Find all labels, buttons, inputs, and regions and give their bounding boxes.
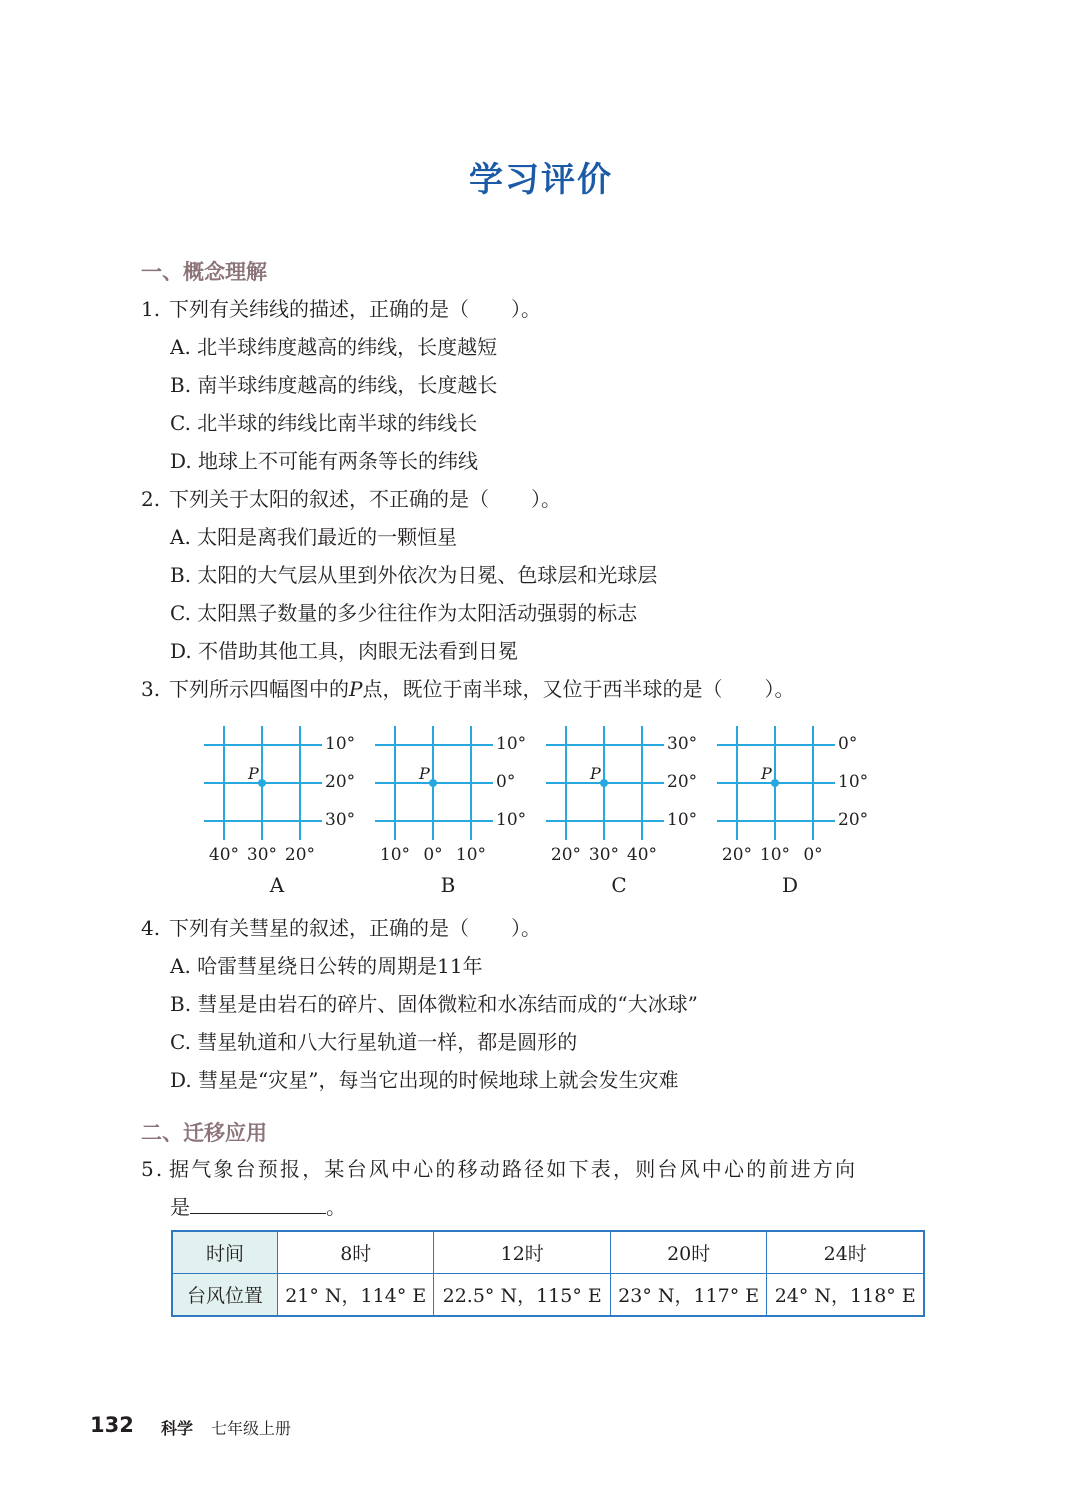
- page-number: 132: [90, 1413, 134, 1437]
- typhoon-table: [171, 1230, 925, 1317]
- point-p-marker: [600, 779, 608, 787]
- table-row: [172, 1231, 924, 1274]
- longitude-label: 20°: [721, 845, 753, 865]
- point-p-marker: [258, 779, 266, 787]
- option-c: C. 彗星轨道和八大行星轨道一样，都是圆形的: [170, 1030, 578, 1054]
- longitude-label: 10°: [455, 845, 487, 865]
- longitude-label: 30°: [246, 845, 278, 865]
- question-5: [141, 1156, 857, 1182]
- longitude-label: 20°: [550, 845, 582, 865]
- question-1: [141, 296, 541, 322]
- diagram-letter: C: [611, 873, 627, 897]
- table-cell: 21° N，114° E: [278, 1274, 434, 1317]
- grid-diagram-c: [546, 722, 716, 902]
- latitude-label: 0°: [838, 734, 858, 754]
- latitude-label: 30°: [325, 810, 356, 830]
- point-p-marker: [429, 779, 437, 787]
- latitude-label: 10°: [325, 734, 356, 754]
- question-number: 4.: [141, 916, 161, 940]
- latitude-label: 10°: [667, 810, 698, 830]
- table-cell: 12时: [434, 1231, 610, 1274]
- grid-diagram-d: [717, 722, 887, 902]
- table-cell: 8时: [278, 1231, 434, 1274]
- grid-lines: [375, 722, 493, 842]
- answer-blank[interactable]: [190, 1195, 326, 1214]
- diagram-letter: B: [440, 873, 456, 897]
- grid-lines: [546, 722, 664, 842]
- diagram-letter: A: [269, 873, 285, 897]
- footer-subject: 科学: [161, 1419, 194, 1438]
- grid-diagram-a: [204, 722, 374, 902]
- section-heading-application: 二、迁移应用: [141, 1121, 267, 1145]
- option-c: C. 北半球的纬线比南半球的纬线长: [170, 411, 478, 435]
- question-stem-cont: 是: [170, 1195, 190, 1219]
- point-p-marker: [771, 779, 779, 787]
- question-4: [141, 915, 541, 941]
- table-cell: 20时: [610, 1231, 766, 1274]
- table-header-cell: 时间: [172, 1231, 278, 1274]
- question-tail: ）。: [511, 297, 541, 321]
- option-a: A. 北半球纬度越高的纬线，长度越短: [170, 335, 498, 359]
- option-b: B. 南半球纬度越高的纬线，长度越长: [170, 373, 498, 397]
- question-tail: ）。: [511, 916, 541, 940]
- question-stem: 下列关于太阳的叙述，不正确的是（: [169, 487, 489, 511]
- diagram-letter: D: [781, 873, 799, 897]
- longitude-label: 10°: [379, 845, 411, 865]
- question-2: [141, 486, 561, 512]
- question-number: 3.: [141, 677, 161, 701]
- latitude-label: 20°: [667, 772, 698, 792]
- question-3: [141, 676, 794, 702]
- latitude-label: 20°: [325, 772, 356, 792]
- point-label: P: [248, 764, 259, 783]
- point-label: P: [590, 764, 601, 783]
- longitude-label: 10°: [759, 845, 791, 865]
- grid-diagram-b: [375, 722, 545, 902]
- latitude-label: 10°: [496, 810, 527, 830]
- latitude-label: 10°: [496, 734, 527, 754]
- question-stem: 下列有关纬线的描述，正确的是（: [169, 297, 469, 321]
- question-tail: ）。: [764, 677, 795, 701]
- grid-lines: [204, 722, 322, 842]
- longitude-label: 20°: [284, 845, 316, 865]
- latitude-label: 0°: [496, 772, 516, 792]
- point-label: P: [761, 764, 772, 783]
- option-d: D. 地球上不可能有两条等长的纬线: [170, 449, 479, 473]
- question-number: 5.: [141, 1157, 165, 1181]
- footer-grade: 七年级上册: [211, 1419, 292, 1438]
- option-b: B. 彗星是由岩石的碎片、固体微粒和水冻结而成的“大冰球”: [170, 992, 698, 1016]
- table-row: [172, 1274, 924, 1317]
- table-cell: 24时: [767, 1231, 924, 1274]
- question-5-line2: [170, 1194, 346, 1220]
- point-symbol: P: [349, 677, 363, 701]
- section-heading-concepts: 一、概念理解: [141, 260, 267, 284]
- option-a: A. 太阳是离我们最近的一颗恒星: [170, 525, 458, 549]
- option-b: B. 太阳的大气层从里到外依次为日冕、色球层和光球层: [170, 563, 658, 587]
- table-cell: 24° N，118° E: [767, 1274, 924, 1317]
- option-d: D. 彗星是“灾星”，每当它出现的时候地球上就会发生灾难: [170, 1068, 679, 1092]
- grid-lines: [717, 722, 835, 842]
- latitude-label: 30°: [667, 734, 698, 754]
- longitude-label: 0°: [423, 845, 443, 865]
- point-label: P: [419, 764, 430, 783]
- latitude-label: 10°: [838, 772, 869, 792]
- longitude-label: 0°: [803, 845, 823, 865]
- option-d: D. 不借助其他工具，肉眼无法看到日冕: [170, 639, 519, 663]
- question-number: 2.: [141, 487, 161, 511]
- question-stem: 据气象台预报，某台风中心的移动路径如下表，则台风中心的前进方向: [169, 1157, 858, 1181]
- longitude-label: 30°: [588, 845, 620, 865]
- question-stem-cont: 点，既位于南半球，又位于西半球的是（: [362, 677, 723, 701]
- question-tail: 。: [326, 1195, 346, 1219]
- longitude-label: 40°: [626, 845, 658, 865]
- table-header-cell: 台风位置: [172, 1274, 278, 1317]
- table-cell: 22.5° N，115° E: [434, 1274, 610, 1317]
- option-c: C. 太阳黑子数量的多少往往作为太阳活动强弱的标志: [170, 601, 638, 625]
- page-title: 学习评价: [469, 160, 613, 200]
- question-stem: 下列有关彗星的叙述，正确的是（: [169, 916, 469, 940]
- question-tail: ）。: [531, 487, 561, 511]
- longitude-label: 40°: [208, 845, 240, 865]
- latitude-label: 20°: [838, 810, 869, 830]
- option-a: A. 哈雷彗星绕日公转的周期是11年: [170, 954, 483, 978]
- question-stem: 下列所示四幅图中的: [169, 677, 349, 701]
- table-cell: 23° N，117° E: [610, 1274, 766, 1317]
- question-number: 1.: [141, 297, 161, 321]
